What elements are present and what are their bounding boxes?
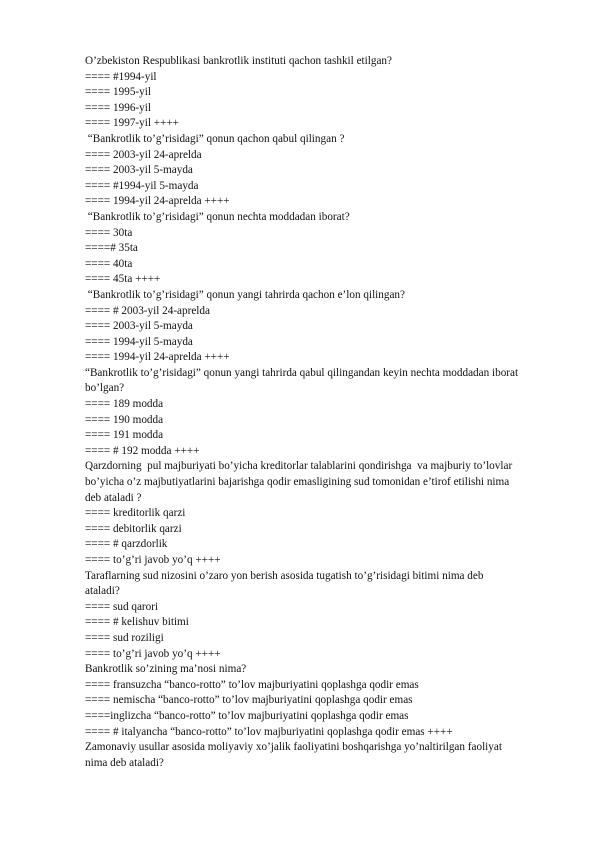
answer-option: ==== 1995-yil (85, 86, 151, 99)
answer-option: ==== 2003-yil 5-mayda (85, 320, 193, 333)
answer-option: ==== #1994-yil (85, 70, 157, 83)
question-text: “Bankrotlik to’g’risidagi” qonun yangi tahrirda qachon e’lon qilingan? (85, 288, 405, 301)
answer-option: ==== sud roziligi (85, 631, 164, 644)
answer-option: ==== fransuzcha “banco-rotto” to’lov majburiyatini qoplashga qodir emas (85, 678, 419, 691)
question-text: “Bankrotlik to’g’risidagi” qonun yangi tahrirda qabul qilingandan keyin nechta moddadan iborat (85, 366, 519, 379)
question-text: Taraflarning sud nizosini o’zaro yon berish asosida tugatish to’g’risidagi bitimi nima deb (85, 569, 484, 582)
answer-option: ==== to’g’ri javob yo’q ++++ (85, 554, 221, 566)
answer-option: ==== kreditorlik qarzi (85, 507, 186, 520)
answer-option: ==== # italyancha “banco-rotto” to’lov majburiyatini qoplashga qodir emas ++++ (85, 725, 453, 738)
question-text: bo’lgan? (85, 382, 125, 395)
question-text: O’zbekiston Respublikasi bankrotlik instituti qachon tashkil etilgan? (85, 55, 392, 67)
question-text: ataladi? (85, 585, 120, 598)
question-text: Qarzdorning pul majburiyati bo’yicha kreditorlar talablarini qondirishga va majburiy to’lovlar (85, 460, 513, 473)
answer-option: ==== nemischa “banco-rotto” to’lov majburiyatini qoplashga qodir emas (85, 694, 413, 707)
answer-option: ==== 2003-yil 24-aprelda (85, 148, 202, 161)
answer-option: ==== 1994-yil 24-aprelda ++++ (85, 351, 230, 364)
answer-option: ==== 190 modda (85, 413, 164, 426)
answer-option: ==== # 2003-yil 24-aprelda (85, 304, 210, 317)
answer-option: ==== 1997-yil ++++ (85, 117, 179, 130)
answer-option: ==== 1996-yil (85, 101, 151, 114)
question-text: bo’yicha o’z majbutiyatlarini bajarishga qodir emasligining sud tomonidan e’tirof etilishi nima (85, 476, 510, 489)
answer-option: ==== to’g’ri javob yo’q ++++ (85, 647, 221, 660)
question-text: Zamonaviy usullar asosida moliyaviy xo’jalik faoliyatini boshqarishga yo’naltirilgan faoliyat (85, 741, 502, 754)
answer-option: ==== # qarzdorlik (85, 538, 168, 551)
question-text: Bankrotlik so’zining ma’nosi nima? (85, 663, 247, 676)
answer-option: ==== 189 modda (85, 398, 164, 411)
question-text: “Bankrotlik to’g’risidagi” qonun qachon qabul qilingan ? (85, 132, 345, 145)
answer-option: ==== 191 modda (85, 429, 164, 442)
answer-option: ====inglizcha “banco-rotto” to’lov majburiyatini qoplashga qodir emas (85, 709, 409, 722)
answer-option: ====# 35ta (85, 242, 138, 255)
answer-option: ==== 2003-yil 5-mayda (85, 164, 193, 177)
answer-option: ==== 40ta (85, 257, 133, 270)
question-text: “Bankrotlik to’g’risidagi” qonun nechta moddadan iborat? (85, 210, 350, 223)
question-text: nima deb ataladi? (85, 756, 164, 769)
answer-option: ==== 45ta ++++ (85, 273, 161, 286)
answer-option: ==== 30ta (85, 226, 133, 239)
answer-option: ==== debitorlik qarzi (85, 522, 182, 535)
answer-option: ==== #1994-yil 5-mayda (85, 179, 199, 192)
answer-option: ==== sud qarori (85, 600, 159, 613)
answer-option: ==== 1994-yil 5-mayda (85, 335, 193, 348)
answer-option: ==== # kelishuv bitimi (85, 616, 189, 629)
question-text: deb ataladi ? (85, 491, 142, 504)
answer-option: ==== 1994-yil 24-aprelda ++++ (85, 195, 230, 208)
answer-option: ==== # 192 modda ++++ (85, 444, 200, 457)
document-body (85, 54, 555, 771)
